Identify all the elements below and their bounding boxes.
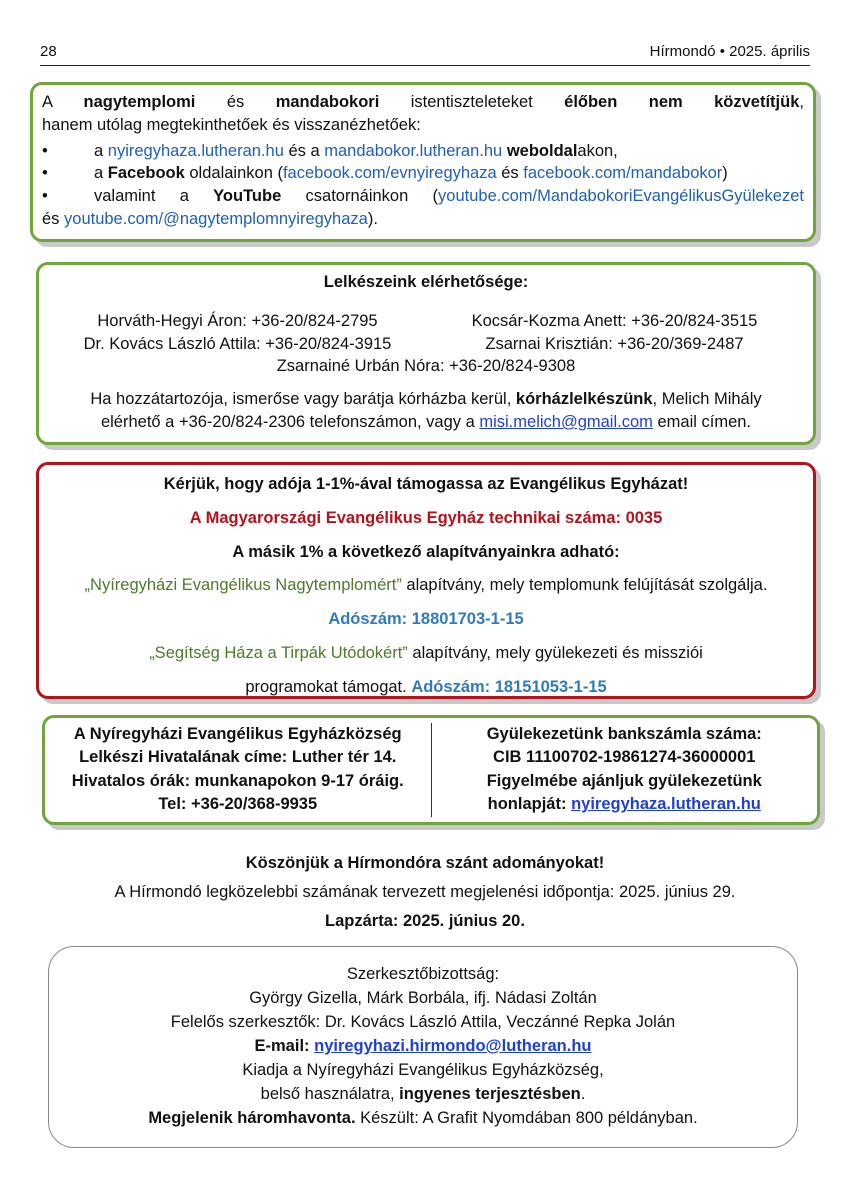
editorial-box bbox=[48, 946, 798, 1148]
link-mandabokor-website[interactable]: mandabokor.lutheran.hu bbox=[324, 141, 503, 160]
chaplain-email-link[interactable]: misi.melich@gmail.com bbox=[479, 412, 653, 431]
editorial-title: Szerkesztőbizottság: bbox=[346, 965, 500, 983]
link-youtube-mandabokori[interactable]: youtube.com/MandabokoriEvangélikusGyülekezet bbox=[438, 187, 804, 206]
pastors-contact-box bbox=[36, 262, 816, 445]
church-technical-number: A Magyarországi Evangélikus Egyház technikai száma: 0035 bbox=[189, 508, 663, 527]
website-link[interactable]: nyiregyhaza.lutheran.hu bbox=[571, 795, 761, 814]
foundation-1-tax-number: Adószám: 18801703-1-15 bbox=[328, 610, 524, 629]
pastor-contact: Horváth-Hegyi Áron: +36-20/824-2795 bbox=[97, 311, 378, 330]
editorial-members: György Gizella, Márk Borbála, ifj. Nádasi Zoltán bbox=[249, 988, 597, 1007]
link-facebook-evnyiregyhaza[interactable]: facebook.com/evnyiregyhaza bbox=[282, 164, 497, 183]
hospital-chaplain-info: Ha hozzátartozója, ismerőse vagy barátja kórházba kerül, kórházlelkészünk, Melich Mihály bbox=[90, 390, 762, 409]
editorial-email-line: E-mail: nyiregyhazi.hirmondo@lutheran.hu bbox=[254, 1036, 592, 1055]
deadline: Lapzárta: 2025. június 20. bbox=[325, 911, 525, 930]
publication-title: Hírmondó • 2025. április bbox=[649, 43, 810, 60]
page-header bbox=[40, 42, 810, 66]
broadcast-info-box bbox=[30, 82, 816, 242]
pastor-contact: Kocsár-Kozma Anett: +36-20/824-3515 bbox=[471, 311, 758, 330]
next-issue-date: A Hírmondó legközelebbi számának tervezett megjelenési időpontja: 2025. június 29. bbox=[114, 882, 736, 901]
foundation-1: „Nyíregyházi Evangélikus Nagytemplomért” alapítvány, mely templomunk felújítását szolgálja. bbox=[84, 576, 768, 595]
office-address-column: A Nyíregyházi Evangélikus Egyházközség Lelkészi Hivatalának címe: Luther tér 14. Hivatalos órák: munkanapokon 9-17 óráig. Tel: +36-20/368-9935 bbox=[71, 725, 404, 814]
hospital-chaplain-contact: elérhető a +36-20/824-2306 telefonszámon, vagy a misi.melich@gmail.com email címen. bbox=[100, 412, 752, 431]
bullet-facebook: • a Facebook oldalainkon (facebook.com/evnyiregyhaza és facebook.com/mandabokor) bbox=[42, 164, 728, 183]
thanks-section bbox=[40, 852, 810, 938]
thanks-title: Köszönjük a Hírmondóra szánt adományokat! bbox=[245, 854, 605, 872]
pastor-contact: Zsarnainé Urbán Nóra: +36-20/824-9308 bbox=[276, 357, 576, 376]
foundation-2-tax-number: Adószám: 18151053-1-15 bbox=[411, 677, 607, 696]
responsible-editors: Felelős szerkesztők: Dr. Kovács László Attila, Veczánné Repka Jolán bbox=[170, 1012, 676, 1031]
column-divider bbox=[431, 723, 432, 817]
bullet-websites: • a nyiregyhaza.lutheran.hu és a mandabokor.lutheran.hu weboldalakon, bbox=[42, 141, 618, 160]
publisher: Kiadja a Nyíregyházi Evangélikus Egyházközség, bbox=[242, 1060, 604, 1079]
link-youtube-nagytemplom[interactable]: youtube.com/@nagytemplomnyiregyhaza bbox=[64, 209, 368, 228]
link-nyiregyhaza-website[interactable]: nyiregyhaza.lutheran.hu bbox=[107, 141, 284, 160]
pastors-title: Lelkészeink elérhetősége: bbox=[323, 273, 529, 291]
bank-info-column: Gyülekezetünk bankszámla száma: CIB 11100702-19861274-36000001 Figyelmébe ajánljuk gyülekezetünk honlapját: nyiregyhaza.lutheran.hu bbox=[486, 725, 762, 814]
broadcast-intro-line: A nagytemplomi és mandabokori istentiszteleteket élőben nem közvetítjük, bbox=[42, 93, 804, 111]
tax-title: Kérjük, hogy adója 1-1%-ával támogassa az Evangélikus Egyházat! bbox=[163, 475, 689, 493]
link-facebook-mandabokor[interactable]: facebook.com/mandabokor bbox=[523, 164, 723, 183]
office-info-box bbox=[42, 715, 820, 825]
foundation-2: „Segítség Háza a Tirpák Utódokért” alapítvány, mely gyülekezeti és missziói bbox=[149, 643, 703, 662]
pastor-contact: Zsarnai Krisztián: +36-20/369-2487 bbox=[485, 334, 744, 353]
frequency: Megjelenik háromhavonta. Készült: A Grafit Nyomdában 800 példányban. bbox=[148, 1108, 698, 1127]
pastor-row-2 bbox=[49, 333, 803, 356]
editorial-email-link[interactable]: nyiregyhazi.hirmondo@lutheran.hu bbox=[314, 1036, 592, 1055]
bullet-youtube: • valamint a YouTube csatornáinkon (youtube.com/MandabokoriEvangélikusGyülekezet bbox=[42, 187, 804, 206]
distribution: belső használatra, ingyenes terjesztésben. bbox=[260, 1084, 586, 1103]
page-number: 28 bbox=[40, 43, 57, 60]
foundation-2-cont: programokat támogat. Adószám: 18151053-1-15 bbox=[245, 677, 607, 696]
other-percent-text: A másik 1% a következő alapítványainkra adható: bbox=[232, 542, 620, 561]
youtube-continuation: és youtube.com/@nagytemplomnyiregyhaza). bbox=[42, 209, 378, 228]
pastor-row-1 bbox=[49, 310, 803, 333]
broadcast-intro-line-2: hanem utólag megtekinthetőek és visszanézhetőek: bbox=[42, 115, 421, 134]
pastor-contact: Dr. Kovács László Attila: +36-20/824-3915 bbox=[83, 334, 392, 353]
tax-donation-box bbox=[36, 462, 816, 699]
